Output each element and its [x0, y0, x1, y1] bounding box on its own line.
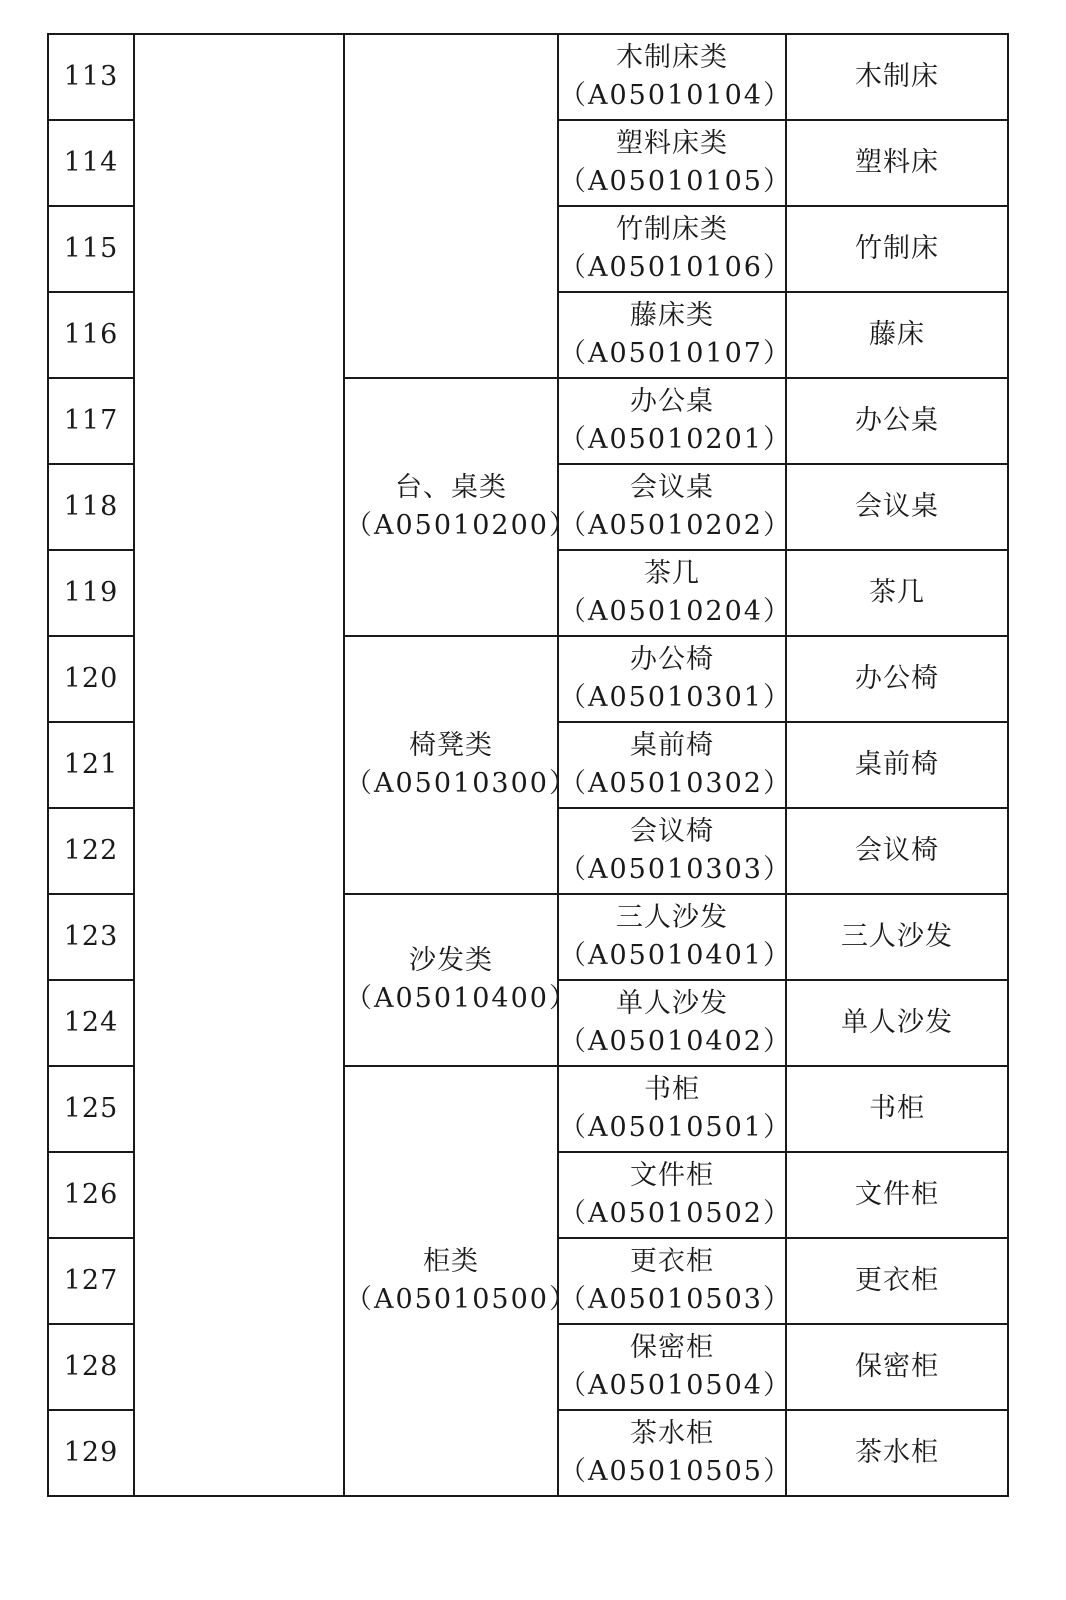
group-name: 椅凳类: [409, 730, 493, 762]
product-name-cell: 保密柜: [786, 1324, 1008, 1410]
item-category-cell: [558, 206, 786, 292]
row-number: 115: [48, 206, 134, 292]
item-category-code: （ A05010301 ）: [559, 679, 785, 717]
item-category-name: 桌前椅: [630, 730, 714, 762]
row-number: 116: [48, 292, 134, 378]
table-row: [48, 34, 1008, 120]
item-category-code: （ A05010303 ）: [559, 851, 785, 889]
group-name: 柜类: [423, 1246, 479, 1278]
item-category-name: 木制床类: [616, 42, 728, 74]
item-category-name: 办公桌: [630, 386, 714, 418]
item-category-name: 文件柜: [630, 1160, 714, 1192]
item-category-cell: [558, 1066, 786, 1152]
item-category-code: （ A05010503 ）: [559, 1281, 785, 1319]
row-number: 117: [48, 378, 134, 464]
row-number: 128: [48, 1324, 134, 1410]
item-category-cell: [558, 120, 786, 206]
item-category-cell: [558, 1410, 786, 1496]
item-category-name: 保密柜: [630, 1332, 714, 1364]
group-cell-sofas: [344, 894, 558, 1066]
row-number: 123: [48, 894, 134, 980]
row-number: 113: [48, 34, 134, 120]
group-code: （ A05010400 ）: [345, 980, 557, 1018]
product-name-cell: 木制床: [786, 34, 1008, 120]
item-category-code: （ A05010106 ）: [559, 249, 785, 287]
item-category-code: （ A05010505 ）: [559, 1453, 785, 1491]
item-category-name: 会议椅: [630, 816, 714, 848]
product-name-cell: 竹制床: [786, 206, 1008, 292]
item-category-cell: [558, 34, 786, 120]
item-category-cell: [558, 292, 786, 378]
product-name-cell: 桌前椅: [786, 722, 1008, 808]
product-name-cell: 藤床: [786, 292, 1008, 378]
row-number: 127: [48, 1238, 134, 1324]
product-name-cell: 会议桌: [786, 464, 1008, 550]
item-category-code: （ A05010402 ）: [559, 1023, 785, 1061]
item-category-code: （ A05010204 ）: [559, 593, 785, 631]
row-number: 125: [48, 1066, 134, 1152]
product-name-cell: 办公椅: [786, 636, 1008, 722]
row-number: 119: [48, 550, 134, 636]
product-name-cell: 三人沙发: [786, 894, 1008, 980]
item-category-cell: [558, 980, 786, 1066]
item-category-code: （ A05010504 ）: [559, 1367, 785, 1405]
category-level1-cell: [134, 34, 344, 1496]
catalog-table: [47, 33, 1009, 1497]
item-category-cell: [558, 464, 786, 550]
row-number: 126: [48, 1152, 134, 1238]
product-name-cell: 塑料床: [786, 120, 1008, 206]
item-category-name: 单人沙发: [616, 988, 728, 1020]
item-category-code: （ A05010202 ）: [559, 507, 785, 545]
row-number: 124: [48, 980, 134, 1066]
item-category-cell: [558, 550, 786, 636]
item-category-cell: [558, 636, 786, 722]
row-number: 122: [48, 808, 134, 894]
item-category-cell: [558, 894, 786, 980]
item-category-cell: [558, 1238, 786, 1324]
product-name-cell: 茶几: [786, 550, 1008, 636]
item-category-name: 书柜: [644, 1074, 700, 1106]
category-level2-cell: [344, 34, 558, 378]
item-category-name: 三人沙发: [616, 902, 728, 934]
item-category-code: （ A05010107 ）: [559, 335, 785, 373]
item-category-code: （ A05010104 ）: [559, 77, 785, 115]
item-category-code: （ A05010105 ）: [559, 163, 785, 201]
group-cell-cabinets: [344, 1066, 558, 1496]
product-name-cell: 单人沙发: [786, 980, 1008, 1066]
item-category-cell: [558, 378, 786, 464]
item-category-code: （ A05010302 ）: [559, 765, 785, 803]
row-number: 114: [48, 120, 134, 206]
product-name-cell: 办公桌: [786, 378, 1008, 464]
row-number: 120: [48, 636, 134, 722]
item-category-code: （ A05010401 ）: [559, 937, 785, 975]
product-name-cell: 书柜: [786, 1066, 1008, 1152]
row-number: 121: [48, 722, 134, 808]
item-category-cell: [558, 1152, 786, 1238]
group-code: （ A05010300 ）: [345, 765, 557, 803]
product-name-cell: 更衣柜: [786, 1238, 1008, 1324]
item-category-name: 办公椅: [630, 644, 714, 676]
item-category-code: （ A05010502 ）: [559, 1195, 785, 1233]
product-name-cell: 会议椅: [786, 808, 1008, 894]
group-cell-desks: [344, 378, 558, 636]
row-number: 129: [48, 1410, 134, 1496]
group-name: 沙发类: [409, 945, 493, 977]
item-category-name: 藤床类: [630, 300, 714, 332]
item-category-code: （ A05010501 ）: [559, 1109, 785, 1147]
product-name-cell: 茶水柜: [786, 1410, 1008, 1496]
group-code: （ A05010200 ）: [345, 507, 557, 545]
item-category-name: 会议桌: [630, 472, 714, 504]
product-name-cell: 文件柜: [786, 1152, 1008, 1238]
item-category-cell: [558, 722, 786, 808]
group-cell-chairs: [344, 636, 558, 894]
item-category-name: 茶几: [644, 558, 700, 590]
item-category-cell: [558, 808, 786, 894]
row-number: 118: [48, 464, 134, 550]
group-name: 台、桌类: [395, 472, 507, 504]
item-category-name: 更衣柜: [630, 1246, 714, 1278]
group-code: （ A05010500 ）: [345, 1281, 557, 1319]
item-category-code: （ A05010201 ）: [559, 421, 785, 459]
item-category-cell: [558, 1324, 786, 1410]
item-category-name: 塑料床类: [616, 128, 728, 160]
item-category-name: 竹制床类: [616, 214, 728, 246]
item-category-name: 茶水柜: [630, 1418, 714, 1450]
